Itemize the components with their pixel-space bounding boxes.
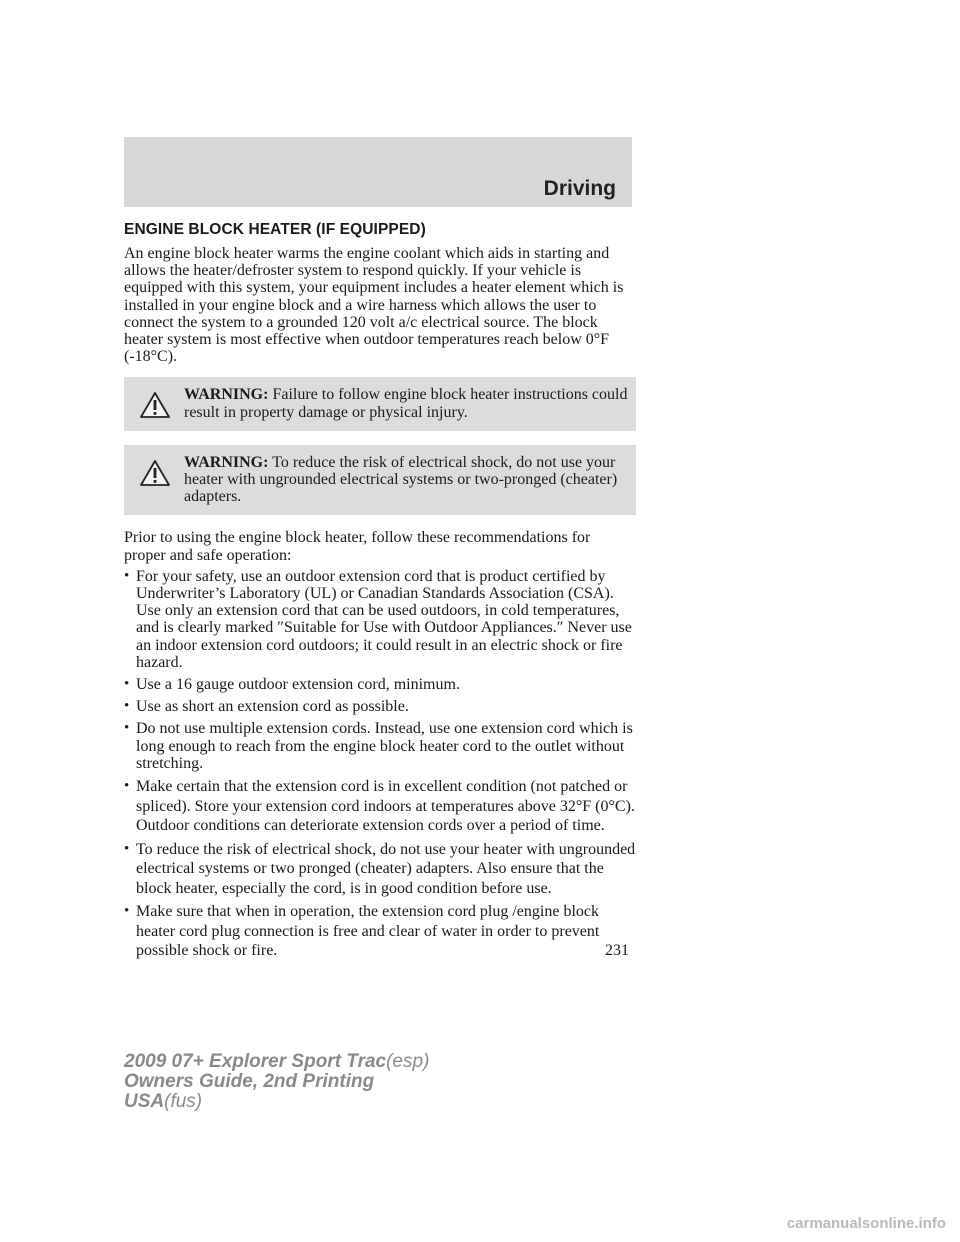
footer-model-code: (esp) — [386, 1051, 430, 1072]
recommendations-list — [124, 568, 636, 961]
footer-market: USA — [124, 1091, 165, 1112]
document-footer — [124, 1052, 429, 1112]
list-item: • For your safety, use an outdoor extension cord that is product certified by Underwriter’s Laboratory (UL) or Canadian Standards Association (CSA). Use only an extension cord that can be used outdoors, in cold temperatures, and is clearly marked ″Suitable for Use with Outdoor Appliances.″ Never use an indoor extension cord outdoors; it could result in an electric shock or fire hazard. — [124, 568, 636, 671]
footer-model: 2009 07+ Explorer Sport Trac — [124, 1051, 387, 1072]
recommendations-lead: Prior to using the engine block heater, follow these recommendations for proper and safe operation: — [124, 529, 591, 564]
warning-triangle-icon — [140, 392, 170, 418]
list-item: • Make sure that when in operation, the extension cord plug /engine block heater cord plug connection is free and clear of water in order to prevent possible shock or fire. — [124, 902, 636, 961]
footer-line-3 — [124, 1092, 429, 1112]
warning-text: To reduce the risk of electrical shock, do not use your heater with ungrounded electrical systems or two-pronged (cheater) adapters. — [184, 453, 618, 506]
list-item: • To reduce the risk of electrical shock, do not use your heater with ungrounded electrical systems or two pronged (cheater) adapters. Also ensure that the block heater, especially the cord, is in good condition before use. — [124, 840, 636, 899]
section-header-band — [124, 137, 632, 207]
footer-market-code: (fus) — [164, 1091, 203, 1112]
warning-box-2 — [124, 445, 636, 516]
page-number: 231 — [605, 942, 629, 959]
list-item: • Use a 16 gauge outdoor extension cord, minimum. — [124, 676, 636, 693]
section-heading: ENGINE BLOCK HEATER (IF EQUIPPED) — [124, 221, 426, 238]
warning-box-1 — [124, 377, 636, 430]
footer-line-2: Owners Guide, 2nd Printing — [124, 1071, 375, 1092]
list-item: • Make certain that the extension cord is in excellent condition (not patched or spliced). Store your extension cord indoors at temperatures above 32°F (0°C). Outdoor conditions can deteriorate extension cords over a period of time. — [124, 777, 636, 836]
watermark: carmanualsonline.info — [786, 1215, 946, 1232]
warning-text: Failure to follow engine block heater instructions could result in property damage or physical injury. — [184, 386, 628, 421]
warning-label: WARNING: — [184, 386, 269, 404]
list-item: • Do not use multiple extension cords. Instead, use one extension cord which is long enough to reach from the engine block heater cord to the outlet without stretching. — [124, 720, 636, 772]
list-item: • Use as short an extension cord as possible. — [124, 698, 636, 715]
warning-triangle-icon — [140, 460, 170, 486]
intro-paragraph: An engine block heater warms the engine coolant which aids in starting and allows the heater/defroster system to respond quickly. If your vehicle is equipped with this system, your equipment includes a heater element which is installed in your engine block and a wire harness which allows the user to connect the system to a grounded 120 volt a/c electrical source. The block heater system is most effective when outdoor temperatures reach below 0°F (-18°C). — [124, 245, 624, 366]
warning-label: WARNING: — [184, 453, 269, 471]
page-content — [124, 221, 636, 965]
section-title: Driving — [543, 177, 616, 200]
footer-line-1 — [124, 1052, 429, 1072]
